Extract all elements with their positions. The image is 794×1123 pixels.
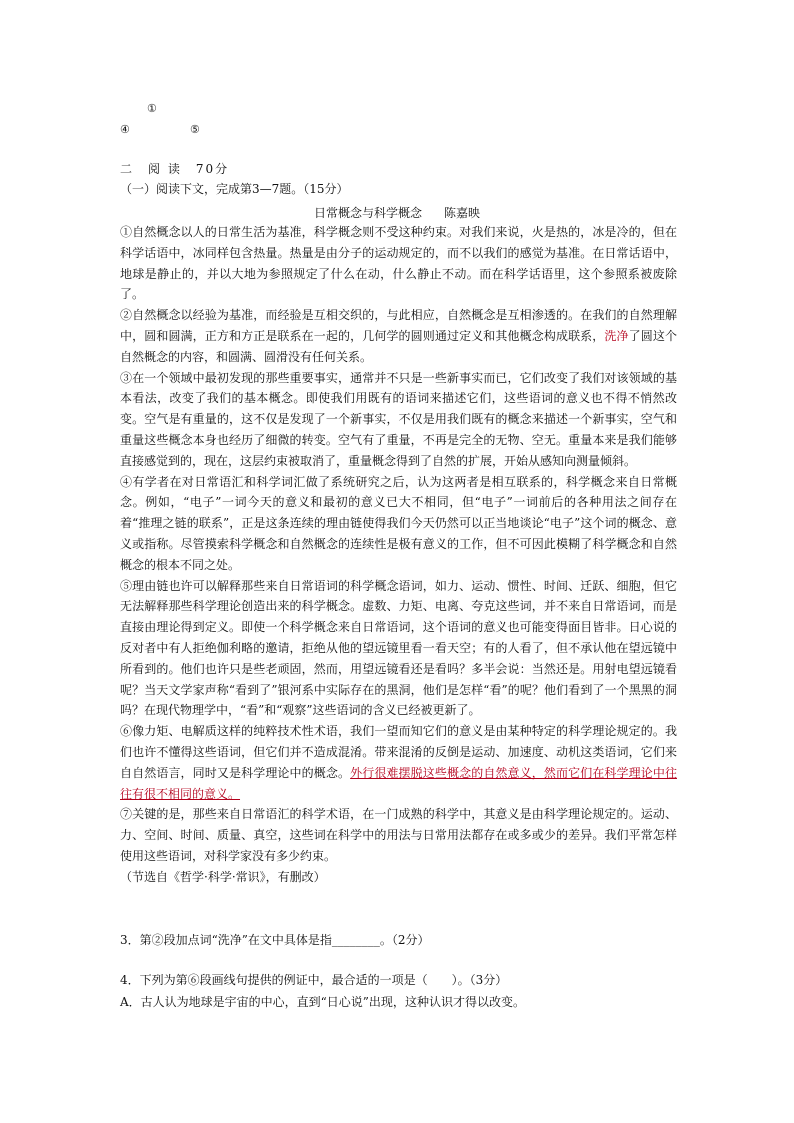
- section-instruction: （一）阅读下文，完成第3—7题。（15分）: [120, 182, 349, 196]
- article-title-line: [0, 204, 794, 221]
- question-3: 3．第②段加点词“洗净”在文中具体是指________。（2分）: [120, 933, 430, 947]
- paragraph-4: ④有学者在对日常语汇和科学词汇做了系统研究之后，认为这两者是相互联系的，科学概念来自日常概念。例如，“电子”一词今天的意义和最初的意义已大不相同，但“电子”一词前后的各种用法之间存在着“推理之链的联系”，正是这条连续的理由链使得我们今天仍然可以正当地谈论“电子”这个词的概念、意义或指称。尽管摸索科学概念和自然概念的连续性是极有意义的工作，但不可因此模糊了科学概念和自然概念的根本不同之处。: [120, 474, 677, 572]
- circled-number-1: ①: [147, 102, 157, 115]
- paragraph-5: ⑤理由链也许可以解释那些来自日常语词的科学概念语词，如力、运动、惯性、时间、迁跃、细胞，但它无法解释那些科学理论创造出来的科学概念。虚数、力矩、电离、夸克这些词，并不来自日常语词，而是直接由理论得到定义。即使一个科学概念来自日常语词，这个语词的意义也可能变得面目皆非。日心说的反对者中有人拒绝伽利略的邀请，拒绝从他的望远镜里看一看天空；有的人看了，但不承认他在望远镜中所看到的。他们也许只是些老顽固，然而，用望远镜看还是看吗？多半会说：当然还是。用射电望远镜看呢？当天文学家声称“看到了”银河系中实际存在的黑洞，他们是怎样“看”的呢？他们看到了一个黑黑的洞吗？在现代物理学中，“看”和“观察”这些语词的含义已经被更新了。: [120, 578, 677, 718]
- paragraph-6-text: ⑥像力矩、电解质这样的纯粹技术性术语，我们一望而知它们的意义是由某种特定的科学理论规定的。我们也许不懂得这些语词，但它们并不造成混淆。带来混淆的反倒是运动、加速度、动机这类语词，它们来自自然语言，同时又是科学理论中的概念。: [120, 724, 677, 780]
- paragraph-1: ①自然概念以人的日常生活为基准，科学概念则不受这种约束。对我们来说，火是热的，冰是冷的，但在科学话语中，冰同样包含热量。热量是由分子的运动规定的，而不以我们的感觉为基准。在日常话语中，地球是静止的，并以大地为参照规定了什么在动，什么静止不动。而在科学话语里，这个参照系被废除了。: [120, 225, 677, 302]
- article-author: 陈嘉映: [444, 206, 481, 220]
- underlined-sentence: 外行很难摆脱这些概念的自然意义，然而它们在科学理论中往往有很不相同的意义。: [120, 765, 677, 801]
- paragraph-2-text-a: ②自然概念以经验为基准，而经验是互相交织的，与此相应，自然概念是互相渗透的。在我们的自然理解中，圆和圆满，正方和方正是联系在一起的，几何学的圆则通过定义和其他概念构成联系，: [120, 308, 677, 343]
- section-heading: 二 阅 读 70分: [120, 162, 230, 176]
- paragraph-6: [120, 721, 677, 804]
- circled-number-4: ④: [120, 123, 130, 136]
- question-4: 4．下列为第⑥段画线句提供的例证中，最合适的一项是（ ）。（3分）: [120, 973, 508, 987]
- article-title: 日常概念与科学概念: [313, 206, 422, 220]
- circled-number-5: ⑤: [190, 123, 200, 136]
- highlighted-word: 洗净: [604, 328, 629, 343]
- paragraph-3: ③在一个领域中最初发现的那些重要事实，通常并不只是一些新事实而已，它们改变了我们对该领域的基本看法，改变了我们的基本概念。即使我们用既有的语词来描述它们，这些语词的意义也不得不悄然改变。空气是有重量的，这不仅是发现了一个新事实，不仅是用我们既有的概念来描述一个新事实，空气和重量这些概念本身也经历了细微的转变。空气有了重量，不再是完全的无物、空无。重量本来是我们能够直接感觉到的，现在，这层约束被取消了，重量概念得到了自然的扩展，开始从感知向测量倾斜。: [120, 370, 677, 468]
- paragraph-7: ⑦关键的是，那些来自日常语汇的科学术语，在一门成熟的科学中，其意义是由科学理论规定的。运动、力、空间、时间、质量、真空，这些词在科学中的用法与日常用法都存在或多或少的差异。我们平常怎样使用这些语词，对科学家没有多少约束。: [120, 807, 677, 863]
- paragraph-2: [120, 305, 677, 367]
- question-4-option-a: A．古人认为地球是宇宙的中心，直到“日心说”出现，这种认识才得以改变。: [120, 995, 525, 1009]
- source-note: （节选自《哲学·科学·常识》，有删改）: [120, 869, 326, 884]
- paragraph-2-text-b: 了圆这个自然概念的内容，和圆满、圆滑没有任何关系。: [120, 328, 677, 364]
- article-body: [120, 222, 677, 888]
